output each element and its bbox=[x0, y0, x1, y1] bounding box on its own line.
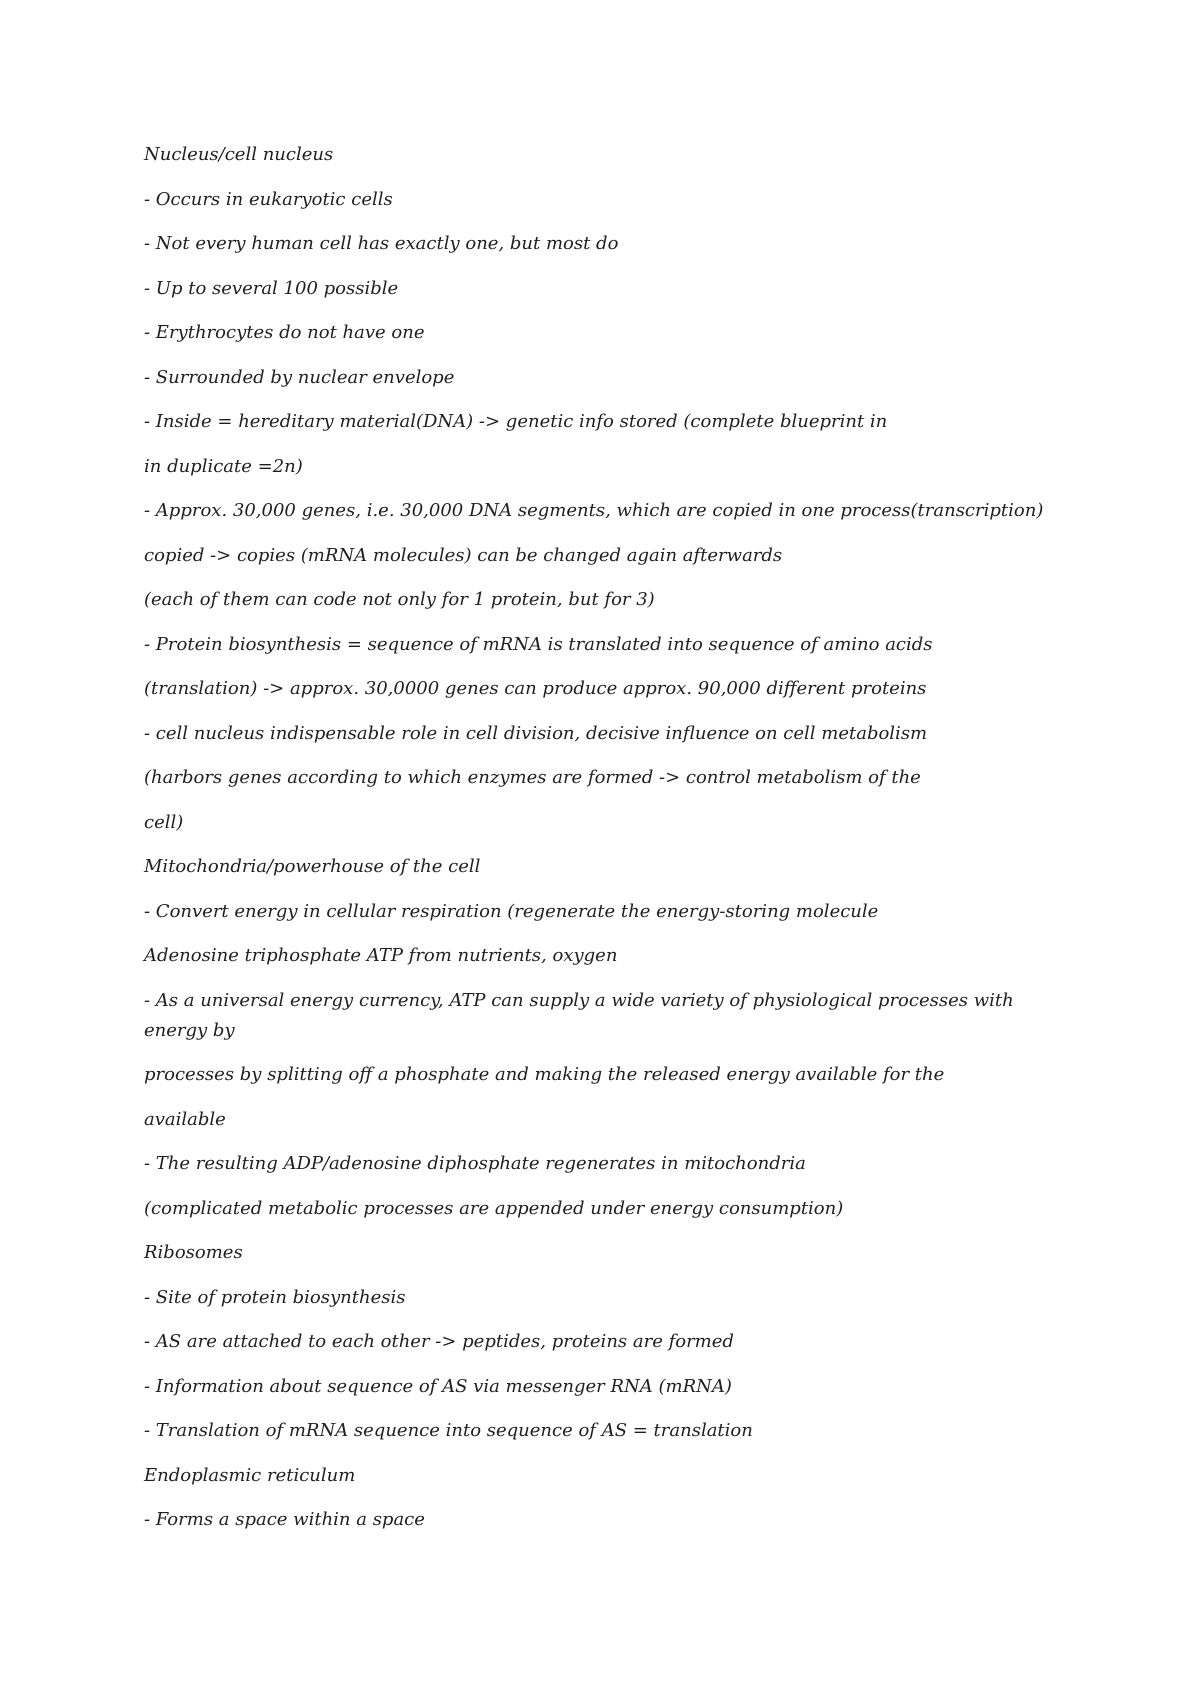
text-line: processes by splitting off a phosphate and making the released energy available for the bbox=[144, 1064, 945, 1085]
text-line: - Not every human cell has exactly one, but most do bbox=[144, 233, 619, 254]
text-line: - Protein biosynthesis = sequence of mRNA is translated into sequence of amino acids bbox=[144, 633, 933, 655]
text-line: cell) bbox=[144, 811, 184, 833]
text-line: - Up to several 100 possible bbox=[144, 277, 399, 299]
heading-endoplasmic-reticulum: Endoplasmic reticulum bbox=[144, 1464, 356, 1486]
text-line: - Inside = hereditary material(DNA) -> genetic info stored (complete blueprint in bbox=[144, 411, 888, 432]
document-body bbox=[144, 140, 1044, 1550]
text-line: - Site of protein biosynthesis bbox=[144, 1286, 406, 1308]
text-line: - Translation of mRNA sequence into sequence of AS = translation bbox=[144, 1420, 753, 1441]
text-line: (harbors genes according to which enzymes are formed -> control metabolism of the bbox=[144, 767, 921, 788]
text-line: copied -> copies (mRNA molecules) can be changed again afterwards bbox=[144, 544, 783, 566]
text-line: - As a universal energy currency, ATP can supply a wide variety of physiological processes with energy by bbox=[144, 989, 1014, 1041]
text-line: - Information about sequence of AS via messenger RNA (mRNA) bbox=[144, 1375, 732, 1397]
text-line: Adenosine triphosphate ATP from nutrients, oxygen bbox=[144, 945, 618, 966]
text-line: in duplicate =2n) bbox=[144, 455, 303, 477]
heading-mitochondria: Mitochondria/powerhouse of the cell bbox=[144, 856, 481, 877]
text-line: (translation) -> approx. 30,0000 genes can produce approx. 90,000 different proteins bbox=[144, 678, 927, 699]
text-line: - Occurs in eukaryotic cells bbox=[144, 188, 393, 210]
text-line: - AS are attached to each other -> peptides, proteins are formed bbox=[144, 1331, 734, 1352]
text-line: available bbox=[144, 1108, 226, 1130]
heading-ribosomes: Ribosomes bbox=[144, 1242, 243, 1263]
text-line: - Erythrocytes do not have one bbox=[144, 322, 425, 343]
text-line: - Forms a space within a space bbox=[144, 1509, 425, 1530]
text-line: - Convert energy in cellular respiration (regenerate the energy-storing molecule bbox=[144, 900, 879, 922]
text-line: - Approx. 30,000 genes, i.e. 30,000 DNA segments, which are copied in one process(transcription) bbox=[144, 500, 1044, 521]
text-line: (each of them can code not only for 1 protein, but for 3) bbox=[144, 589, 655, 610]
heading-nucleus: Nucleus/cell nucleus bbox=[144, 144, 334, 165]
text-line: - cell nucleus indispensable role in cell division, decisive influence on cell metabolism bbox=[144, 722, 928, 744]
text-line: - The resulting ADP/adenosine diphosphate regenerates in mitochondria bbox=[144, 1153, 806, 1174]
text-line: (complicated metabolic processes are appended under energy consumption) bbox=[144, 1197, 844, 1219]
text-line: - Surrounded by nuclear envelope bbox=[144, 366, 455, 388]
